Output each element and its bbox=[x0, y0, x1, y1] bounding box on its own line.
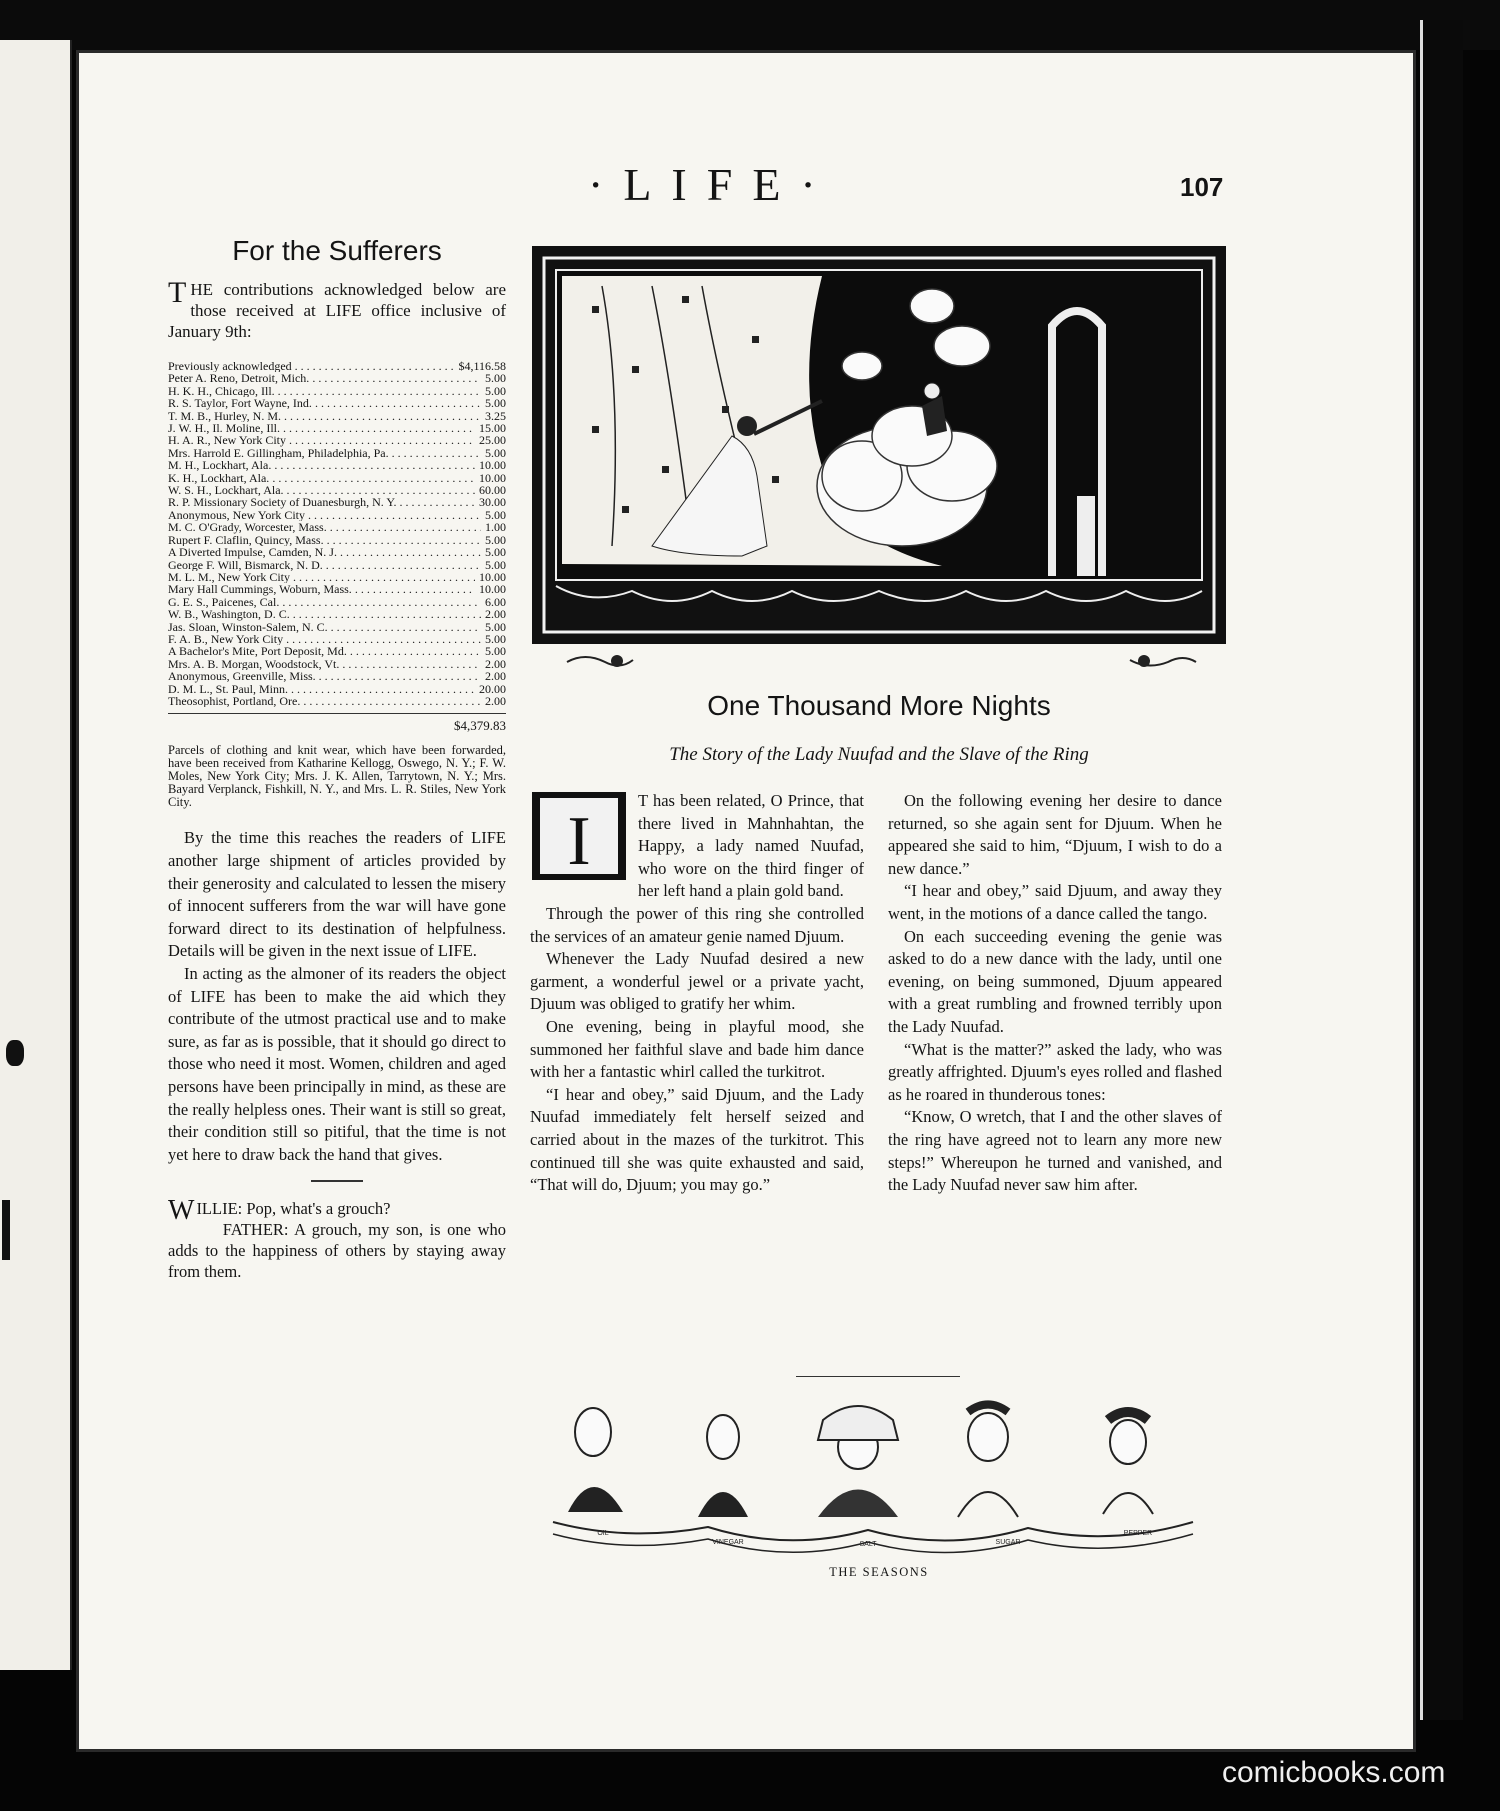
sufferers-column bbox=[168, 235, 506, 1282]
ledger-name: W. B., Washington, D. C. . . . bbox=[168, 608, 481, 620]
ledger-amount: 5.00 bbox=[485, 372, 506, 385]
seasons-cartoon bbox=[548, 1392, 1198, 1558]
story-separator bbox=[796, 1376, 960, 1377]
ledger-name: K. H., Lockhart, Ala. . . . bbox=[168, 472, 475, 484]
ledger-amount: 5.00 bbox=[485, 446, 506, 460]
ledger-row bbox=[168, 459, 506, 471]
ledger-amount: 5.00 bbox=[485, 620, 506, 633]
ledger-row bbox=[168, 683, 506, 695]
ledger-name: Theosophist, Portland, Ore. . . . bbox=[168, 695, 481, 707]
page-number: 107 bbox=[1180, 172, 1224, 202]
story-column-2 bbox=[888, 790, 1222, 1197]
label-salt: SALT bbox=[859, 1541, 877, 1548]
story-paragraph: “I hear and obey,” said Djuum, and the Lady Nuufad immediately felt herself seized and carried about in the mazes of the turkitrot. This continued till she was quite exhausted and said, “That will do, Djuum; you may go.” bbox=[530, 1084, 864, 1195]
ledger-amount: 5.00 bbox=[485, 558, 506, 571]
ledger-row bbox=[168, 571, 506, 583]
story-paragraph: T has been related, O Prince, that there lived in Mahnhahtan, the Happy, a lady named Nuufad, who wore on the third finger of her left hand a plain gold band. bbox=[638, 791, 864, 901]
section-divider bbox=[311, 1180, 363, 1182]
ledger-row bbox=[168, 447, 506, 459]
joke-question: ILLIE: Pop, what's a grouch? bbox=[196, 1199, 391, 1219]
drop-cap-letter: I bbox=[567, 803, 591, 880]
ledger-amount: $4,116.58 bbox=[458, 360, 506, 373]
ledger-row bbox=[168, 621, 506, 633]
story-title: One Thousand More Nights bbox=[707, 690, 1051, 721]
story-paragraph: On each succeeding evening the genie was asked to do a new dance with the lady, until one evening, on being summoned, Djuum appeared with a great rumbling and frowned terribly upon the Lady Nuufad. bbox=[888, 926, 1222, 1036]
sufferers-heading: For the Sufferers bbox=[232, 235, 442, 266]
story-paragraph: Whenever the Lady Nuufad desired a new garment, a wonderful jewel or a private yacht, Djuum was obliged to gratify her whim. bbox=[530, 949, 864, 1014]
ledger-amount: 25.00 bbox=[479, 434, 506, 447]
cartoon-caption: THE SEASONS bbox=[829, 1565, 929, 1579]
ledger-amount: 15.00 bbox=[479, 422, 506, 435]
story-paragraph: On the following evening her desire to dance returned, so she again sent for Djuum. When he appeared she said to him, “Djuum, I wish to do a new dance.” bbox=[888, 791, 1222, 878]
ledger-amount: 1.00 bbox=[485, 521, 506, 534]
ledger-name: Peter A. Reno, Detroit, Mich. . . . bbox=[168, 372, 481, 384]
ledger-name: T. M. B., Hurley, N. M. . . . bbox=[168, 410, 481, 422]
ledger-name: Mrs. Harrold E. Gillingham, Philadelphia, Pa. . . . bbox=[168, 447, 481, 459]
sufferers-paragraph: By the time this reaches the readers of LIFE another large shipment of articles provided by their generosity and calculated to lessen the misery of innocent sufferers from the war will have gone forward direct to its destination of helpfulness. Details will be given in the next issue of LIFE. bbox=[168, 828, 506, 961]
story-subtitle: The Story of the Lady Nuufad and the Slave of the Ring bbox=[669, 744, 1089, 765]
ledger-name: M. C. O'Grady, Worcester, Mass. . . . bbox=[168, 521, 481, 533]
ledger-amount: 5.00 bbox=[485, 397, 506, 410]
ledger-name: H. A. R., New York City . . . bbox=[168, 434, 475, 446]
ledger-name: Mrs. A. B. Morgan, Woodstock, Vt. . . . bbox=[168, 658, 481, 670]
ledger-name: H. K. H., Chicago, Ill. . . . bbox=[168, 385, 481, 397]
willie-joke bbox=[168, 1195, 507, 1282]
ledger-name: A Bachelor's Mite, Port Deposit, Md. . . . bbox=[168, 645, 481, 657]
label-vinegar: VINEGAR bbox=[712, 1539, 744, 1546]
ledger-name: J. W. H., Il. Moline, Ill. . . . bbox=[168, 422, 475, 434]
ledger-name: F. A. B., New York City . . . bbox=[168, 633, 481, 645]
ledger-row bbox=[168, 372, 506, 384]
lead-initial: T bbox=[168, 276, 187, 309]
story-paragraph: Through the power of this ring she controlled the services of an amateur genie named Djuum. bbox=[530, 903, 864, 946]
label-oil: OIL bbox=[597, 1530, 609, 1537]
ledger-name: Anonymous, New York City . . . bbox=[168, 509, 481, 521]
masthead: ·LIFE· bbox=[588, 159, 836, 210]
label-sugar: SUGAR bbox=[995, 1539, 1021, 1546]
ledger-row bbox=[168, 534, 506, 546]
ledger-amount: 5.00 bbox=[485, 645, 506, 658]
ledger-row bbox=[168, 546, 506, 558]
ledger-amount: 60.00 bbox=[479, 484, 506, 497]
story-paragraph: “I hear and obey,” said Djuum, and away they went, in the motions of a dance called the tango. bbox=[888, 881, 1222, 923]
ledger-amount: 10.00 bbox=[479, 570, 506, 584]
ledger-amount: 2.00 bbox=[485, 670, 506, 683]
ledger-amount: 5.00 bbox=[485, 384, 506, 398]
ledger-name: Jas. Sloan, Winston-Salem, N. C. . . . bbox=[168, 621, 481, 633]
story-paragraph: “What is the matter?” asked the lady, who was greatly affrighted. Djuum's eyes rolled and flashed as he roared in thunderous tones: bbox=[888, 1039, 1222, 1104]
ledger-row bbox=[168, 496, 506, 508]
ledger-name: Previously acknowledged . . . bbox=[168, 360, 454, 372]
ledger-name: M. L. M., New York City . . . bbox=[168, 571, 475, 583]
ledger-amount: 5.00 bbox=[485, 508, 506, 522]
ledger-amount: 6.00 bbox=[485, 595, 506, 609]
ledger-name: M. H., Lockhart, Ala. . . . bbox=[168, 459, 475, 471]
label-pepper: PEPPER bbox=[1123, 1530, 1153, 1537]
ledger-row bbox=[168, 670, 506, 682]
scan-border-top bbox=[0, 0, 1500, 50]
ledger-row bbox=[168, 360, 506, 372]
ledger-amount: 2.00 bbox=[485, 657, 506, 671]
ledger-name: Anonymous, Greenville, Miss. . . . bbox=[168, 670, 481, 682]
ledger-amount: 3.25 bbox=[485, 409, 506, 423]
ledger-row bbox=[168, 633, 506, 645]
contributions-ledger bbox=[168, 360, 506, 707]
ledger-row bbox=[168, 434, 506, 446]
ledger-row bbox=[168, 559, 506, 571]
ledger-name: A Diverted Impulse, Camden, N. J. . . . bbox=[168, 546, 481, 558]
ledger-name: G. E. S., Paicenes, Cal. . . . bbox=[168, 596, 481, 608]
watermark: comicbooks.com bbox=[1222, 1756, 1446, 1789]
ledger-row bbox=[168, 596, 506, 608]
drop-cap-illustration bbox=[530, 790, 628, 882]
ledger-row bbox=[168, 521, 506, 533]
ledger-row bbox=[168, 385, 506, 397]
ledger-row bbox=[168, 472, 506, 484]
ledger-amount: 5.00 bbox=[485, 533, 506, 547]
ledger-amount: 10.00 bbox=[479, 471, 506, 485]
right-ornament bbox=[1128, 650, 1198, 672]
ledger-name: W. S. H., Lockhart, Ala. . . . bbox=[168, 484, 475, 496]
story-paragraph: One evening, being in playful mood, she summoned her faithful slave and bade him dance with her a fantastic whirl called the turkitrot. bbox=[530, 1016, 864, 1082]
ledger-row bbox=[168, 645, 506, 657]
ledger-row bbox=[168, 410, 506, 422]
binding-edge bbox=[1420, 20, 1463, 1720]
sufferers-lead bbox=[168, 276, 506, 342]
ledger-row bbox=[168, 695, 506, 707]
ledger-row bbox=[168, 397, 506, 409]
ledger-row bbox=[168, 583, 506, 595]
ledger-amount: 5.00 bbox=[485, 546, 506, 559]
ledger-row bbox=[168, 608, 506, 620]
ledger-total: $4,379.83 bbox=[168, 713, 506, 734]
ledger-row bbox=[168, 484, 506, 496]
parcels-note: Parcels of clothing and knit wear, which have been forwarded, have been received from Katharine Kellogg, Oswego, N. Y.; F. W. Moles, New York City; Mrs. J. K. Allen, Tarrytown, N. Y.; Mrs. Bayard Verplanck, Fishkill, N. Y., and Mrs. L. R. Stiles, New York City. bbox=[168, 743, 506, 810]
joke-answer: A grouch, my son, is one who adds to the happiness of others by staying away from them. bbox=[168, 1220, 507, 1282]
genie-illustration bbox=[532, 246, 1226, 644]
ledger-amount: 20.00 bbox=[479, 682, 506, 695]
ledger-row bbox=[168, 658, 506, 670]
story-paragraph: “Know, O wretch, that I and the other slaves of the ring have agreed not to learn any more new steps!” Whereupon he turned and vanished, and the Lady Nuufad never saw him after. bbox=[888, 1107, 1222, 1195]
ledger-amount: 2.00 bbox=[485, 608, 506, 621]
ledger-name: D. M. L., St. Paul, Minn. . . . bbox=[168, 683, 475, 695]
ledger-amount: 10.00 bbox=[479, 583, 506, 596]
story-column-1 bbox=[530, 790, 864, 1197]
ledger-row bbox=[168, 422, 506, 434]
lead-text: HE contributions acknowledged below are those received at LIFE office inclusive of January 9th: bbox=[168, 280, 506, 341]
sufferers-paragraph: In acting as the almoner of its readers the object of LIFE has been to make the aid which they contribute of the utmost practical use and to make sure, as far as is possible, that it should go direct to those who need it most. Women, children and aged persons have been principally in mind, as these are the really helpless ones. Their want is still so great, their condition still so pitiful, that the time is not yet here to draw back the hand that gives. bbox=[168, 963, 506, 1164]
ledger-name: George F. Will, Bismarck, N. D. . . . bbox=[168, 559, 481, 571]
ledger-name: Mary Hall Cummings, Woburn, Mass. . . . bbox=[168, 583, 475, 595]
ledger-amount: 30.00 bbox=[479, 496, 506, 509]
ledger-name: R. P. Missionary Society of Duanesburgh, N. Y. . . . bbox=[168, 496, 475, 508]
ledger-name: R. S. Taylor, Fort Wayne, Ind. . . . bbox=[168, 397, 481, 409]
ledger-amount: 10.00 bbox=[479, 459, 506, 472]
joke-initial: W bbox=[168, 1195, 195, 1227]
ledger-name: Rupert F. Claflin, Quincy, Mass. . . . bbox=[168, 534, 481, 546]
adjacent-page-edge bbox=[0, 40, 72, 1670]
left-ornament bbox=[565, 650, 635, 672]
joke-speaker: FATHER: bbox=[222, 1220, 289, 1240]
ledger-amount: 5.00 bbox=[485, 632, 506, 646]
ledger-row bbox=[168, 509, 506, 521]
ledger-amount: 2.00 bbox=[485, 694, 506, 708]
